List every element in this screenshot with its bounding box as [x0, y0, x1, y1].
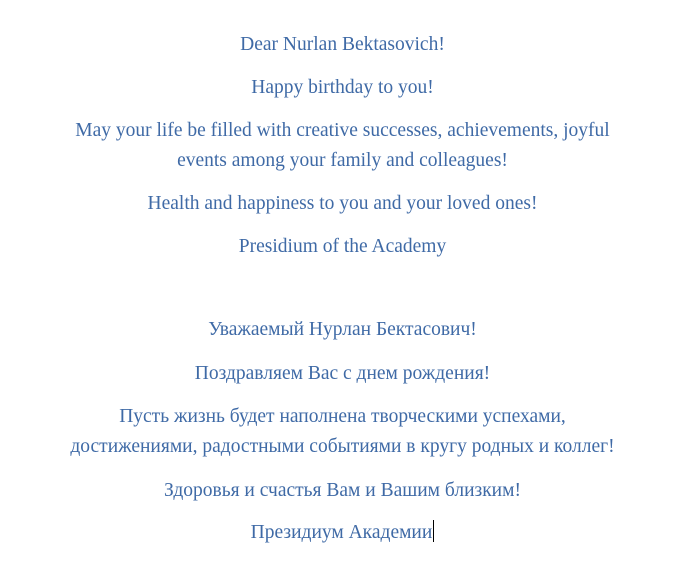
english-birthday-wish: Happy birthday to you! [251, 77, 434, 98]
russian-health-wish: Здоровья и счастья Вам и Вашим близким! [164, 480, 521, 501]
english-wish-line-2: events among your family and colleagues! [177, 150, 508, 171]
russian-wish-line-1: Пусть жизнь будет наполнена творческими успехами, [119, 406, 566, 427]
english-wish-line-1: May your life be filled with creative successes, achievements, joyful [75, 120, 610, 141]
english-signature: Presidium of the Academy [238, 236, 447, 257]
russian-greeting: Уважаемый Нурлан Бектасович! [208, 319, 477, 340]
russian-signature: Президиум Академии [250, 522, 433, 543]
russian-birthday-wish: Поздравляем Вас с днем рождения! [194, 363, 491, 384]
russian-signature-line [0, 518, 685, 548]
russian-wish-line-2: достижениями, радостными событиями в кругу родных и коллег! [70, 436, 615, 457]
text-cursor [433, 520, 434, 542]
english-greeting: Dear Nurlan Bektasovich! [240, 34, 445, 55]
english-health-wish: Health and happiness to you and your loved ones! [147, 193, 538, 214]
